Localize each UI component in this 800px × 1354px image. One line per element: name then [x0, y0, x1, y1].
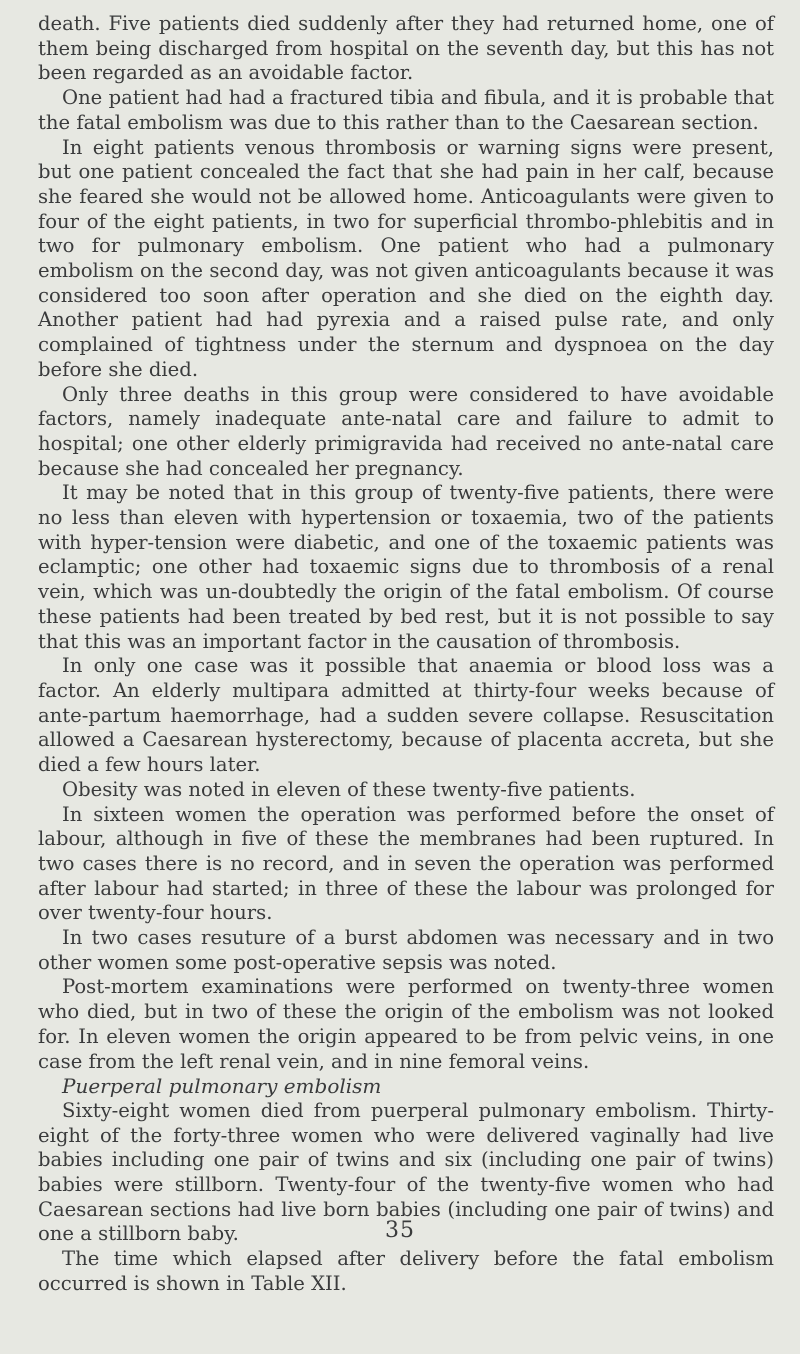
- paragraph-post-mortem: Post-mortem examinations were performed on twenty-three women who died, but in two of these the origin of the embolism was not looked for. In eleven women the origin appeared to be from pelvic veins, in one case from the left renal vein, and in nine femoral veins.: [38, 975, 774, 1073]
- paragraph-fractured-tibia: One patient had had a fractured tibia and fibula, and it is probable that the fatal embolism was due to this rather than to the Caesarean section.: [38, 86, 774, 134]
- page-number: 35: [385, 1218, 415, 1243]
- paragraph-anaemia: In only one case was it possible that anaemia or blood loss was a factor. An elderly multipara admitted at thirty-four weeks because of ante-partum haemorrhage, had a sudden severe collapse. Resuscitation allowed a Caesarean hysterectomy, because of placenta accreta, but she died a few hours later.: [38, 654, 774, 777]
- paragraph-resuture: In two cases resuture of a burst abdomen was necessary and in two other women some post-operative sepsis was noted.: [38, 926, 774, 974]
- paragraph-hypertension: It may be noted that in this group of twenty-five patients, there were no less than eleven with hypertension or toxaemia, two of the patients with hyper-tension were diabetic, and one of the toxaemic patients was eclamptic; one other had toxaemic signs due to thrombosis of a renal vein, which was un-doubtedly the origin of the fatal embolism. Of course these patients had been treated by bed rest, but it is not possible to say that this was an important factor in the causation of thrombosis.: [38, 481, 774, 653]
- paragraph-continuation: death. Five patients died suddenly after they had returned home, one of them being discharged from hospital on the seventh day, but this has not been regarded as an avoidable factor.: [38, 12, 774, 85]
- section-heading: Puerperal pulmonary embolism: [62, 1074, 382, 1099]
- page-body: [38, 12, 774, 1297]
- paragraph-venous-thrombosis: In eight patients venous thrombosis or warning signs were present, but one patient concealed the fact that she had pain in her calf, because she feared she would not be allowed home. Anticoagulants were given to four of the eight patients, in two for superficial thrombo-phlebitis and in two for pulmonary embolism. One patient who had a pulmonary embolism on the second day, was not given anticoagulants because it was considered too soon after operation and she died on the eighth day. Another patient had had pyrexia and a raised pulse rate, and only complained of tightness under the sternum and dyspnoea on the day before she died.: [38, 135, 774, 381]
- paragraph-onset-of-labour: In sixteen women the operation was performed before the onset of labour, although in five of these the membranes had been ruptured. In two cases there is no record, and in seven the operation was performed after labour had started; in three of these the labour was prolonged for over twenty-four hours.: [38, 802, 774, 925]
- paragraph-obesity: Obesity was noted in eleven of these twenty-five patients.: [62, 777, 636, 801]
- paragraph-puerperal-deaths: Sixty-eight women died from puerperal pulmonary embolism. Thirty-eight of the forty-three women who were delivered vaginally had live babies including one pair of twins and six (including one pair of twins) babies were stillborn. Twenty-four of the twenty-five women who had Caesarean sections had live born babies (including one pair of twins) and one a stillborn baby.: [38, 1098, 774, 1246]
- paragraph-avoidable-factors: Only three deaths in this group were considered to have avoidable factors, namely inadequate ante-natal care and failure to admit to hospital; one other elderly primigravida had received no ante-natal care because she had concealed her pregnancy.: [38, 382, 774, 480]
- paragraph-table-reference: The time which elapsed after delivery before the fatal embolism occurred is shown in Table XII.: [38, 1247, 774, 1295]
